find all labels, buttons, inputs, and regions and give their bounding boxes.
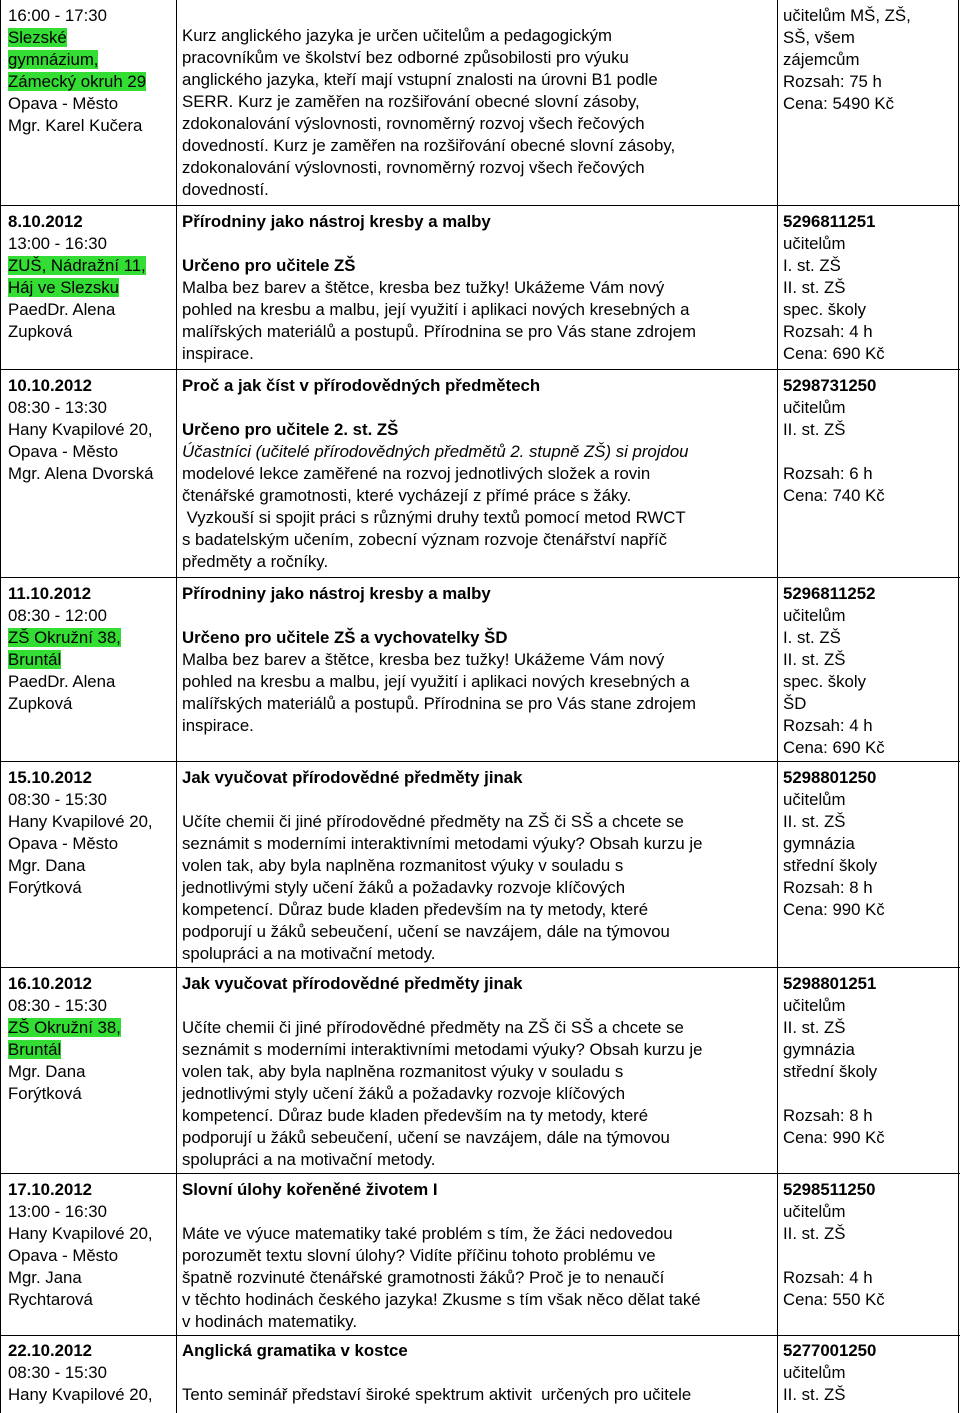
description-line: zdokonalování výslovnosti, rovnoměrný rozvoj všech řečových: [182, 158, 645, 177]
venue: ZŠ Okružní 38,: [8, 1018, 121, 1037]
target-group: učitelům: [783, 234, 846, 253]
course-code: 5298801250: [783, 768, 877, 787]
target-group: střední školy: [783, 1062, 878, 1081]
row-divider: [0, 761, 960, 762]
course-title: Přírodniny jako nástroj kresby a malby: [182, 212, 491, 231]
target-group: II. st. ZŠ: [783, 1018, 846, 1037]
row-divider: [0, 1335, 960, 1336]
course-date: 15.10.2012: [8, 768, 92, 787]
description-line: jednotlivými styly učení žáků a požadavky rozvoje klíčových: [182, 878, 626, 897]
course-code: 5298801251: [783, 974, 877, 993]
target-group: gymnázia: [783, 1040, 855, 1059]
target-group: gymnázia: [783, 834, 855, 853]
course-code: 5296811252: [783, 584, 876, 603]
venue: Slezské: [8, 28, 67, 47]
course-info-cell: [783, 211, 957, 365]
description-line: Vyzkouší si spojit práci s různými druhy textů pomocí metod RWCT: [182, 508, 686, 527]
course-info-cell: [783, 5, 957, 115]
lecturer: PaedDr. Alena: [8, 300, 116, 319]
table-border-left: [0, 0, 1, 1413]
city: Opava - Město: [8, 94, 119, 113]
description-line: SERR. Kurz je zaměřen na rozšiřování obecné slovní zásoby,: [182, 92, 640, 111]
target-group: I. st. ZŠ: [783, 628, 841, 647]
venue: ZŠ Okružní 38,: [8, 628, 121, 647]
course-code: 5296811251: [783, 212, 876, 231]
course-date: 17.10.2012: [8, 1180, 92, 1199]
lecturer: Forýtková: [8, 1084, 82, 1103]
course-info-cell: [783, 973, 957, 1149]
description-line: spolupráci a na motivační metody.: [182, 1150, 436, 1169]
target-group: ŠD: [783, 694, 807, 713]
venue-city: Bruntál: [8, 1040, 62, 1059]
description-line: jednotlivými styly učení žáků a požadavky rozvoje klíčových: [182, 1084, 626, 1103]
time-range: 16:00 - 17:30: [8, 6, 107, 25]
target-group: učitelům: [783, 996, 846, 1015]
lecturer: Zupková: [8, 694, 73, 713]
target-group: II. st. ZŠ: [783, 1385, 846, 1404]
course-description-cell: [182, 375, 778, 573]
description-line: Účastníci (učitelé přírodovědných předmětů 2. stupně ZŠ) si projdou: [182, 442, 689, 461]
course-hours: Rozsah: 4 h: [783, 322, 873, 341]
course-target: Určeno pro učitele 2. st. ZŠ: [182, 420, 399, 439]
description-line: v těchto hodinách českého jazyka! Zkusme s tím však něco dělat také: [182, 1290, 701, 1309]
description-line: modelové lekce zaměřené na rozvoj jednotlivých složek a rovin: [182, 464, 651, 483]
description-line: špatně rozvinuté čtenářské gramotnosti žáků? Proč je to nenaučí: [182, 1268, 665, 1287]
course-hours: Rozsah: 75 h: [783, 72, 882, 91]
course-price: Cena: 740 Kč: [783, 486, 885, 505]
course-description-cell: [182, 583, 778, 737]
target-group: učitelům: [783, 1363, 846, 1382]
venue: Hany Kvapilové 20,: [8, 812, 153, 831]
date-venue-cell: [8, 1340, 176, 1406]
description-line: dovedností. Kurz je zaměřen na rozšiřování obecné slovní zásoby,: [182, 136, 676, 155]
lecturer: Forýtková: [8, 878, 82, 897]
course-code: 5277001250: [783, 1341, 877, 1360]
time-range: 13:00 - 16:30: [8, 234, 107, 253]
row-divider: [0, 1173, 960, 1174]
lecturer: Mgr. Jana: [8, 1268, 82, 1287]
description-line: s badatelským učením, zobecní význam rozvoje čtenářství napříč: [182, 530, 668, 549]
course-hours: Rozsah: 8 h: [783, 1106, 873, 1125]
lecturer: Rychtarová: [8, 1290, 93, 1309]
course-title: Jak vyučovat přírodovědné předměty jinak: [182, 974, 523, 993]
course-title: Přírodniny jako nástroj kresby a malby: [182, 584, 491, 603]
course-date: 22.10.2012: [8, 1341, 92, 1360]
course-description-cell: [182, 1340, 778, 1406]
target-group: učitelům: [783, 790, 846, 809]
description-line: předměty a ročníky.: [182, 552, 329, 571]
course-description-cell: [182, 767, 778, 965]
time-range: 08:30 - 15:30: [8, 790, 107, 809]
target-group: zájemcům: [783, 50, 860, 69]
description-line: pohled na kresbu a malbu, její využití i aplikaci nových kresebných a: [182, 300, 690, 319]
target-group: spec. školy: [783, 672, 867, 691]
description-line: anglického jazyka, kteří mají vstupní znalosti na úrovni B1 podle: [182, 70, 658, 89]
target-group: učitelům MŠ, ZŠ,: [783, 6, 911, 25]
row-divider: [0, 205, 960, 206]
course-title: Proč a jak číst v přírodovědných předmětech: [182, 376, 541, 395]
course-code: 5298731250: [783, 376, 877, 395]
target-group: učitelům: [783, 606, 846, 625]
target-group: I. st. ZŠ: [783, 256, 841, 275]
course-description-cell: [182, 211, 778, 365]
description-line: inspirace.: [182, 344, 254, 363]
description-line: dovedností.: [182, 180, 269, 199]
city: Opava - Město: [8, 834, 119, 853]
lecturer: Mgr. Dana: [8, 1062, 86, 1081]
course-code: 5298511250: [783, 1180, 876, 1199]
venue: Hany Kvapilové 20,: [8, 420, 153, 439]
date-venue-cell: [8, 375, 176, 485]
description-line: pracovníkům ve školství bez odborné způsobilosti pro výuku: [182, 48, 629, 67]
target-group: II. st. ZŠ: [783, 278, 846, 297]
venue-address: Zámecký okruh 29: [8, 72, 147, 91]
description-line: v hodinách matematiky.: [182, 1312, 358, 1331]
description-line: Malba bez barev a štětce, kresba bez tužky! Ukážeme Vám nový: [182, 278, 665, 297]
course-description-cell: [182, 1179, 778, 1333]
city: Opava - Město: [8, 1246, 119, 1265]
description-line: seznámit s moderními interaktivními metodami výuky? Obsah kurzu je: [182, 1040, 703, 1059]
time-range: 08:30 - 12:00: [8, 606, 107, 625]
course-title: Slovní úlohy kořeněné životem I: [182, 1180, 438, 1199]
lecturer: Mgr. Alena Dvorská: [8, 464, 154, 483]
course-description-cell: [182, 25, 778, 201]
description-line: porozumět textu slovní úlohy? Vidíte příčinu tohoto problému ve: [182, 1246, 656, 1265]
course-hours: Rozsah: 6 h: [783, 464, 873, 483]
description-line: volen tak, aby byla naplněna rozmanitost výuky v souladu s: [182, 856, 624, 875]
course-title: Jak vyučovat přírodovědné předměty jinak: [182, 768, 523, 787]
date-venue-cell: [8, 211, 176, 343]
course-hours: Rozsah: 4 h: [783, 1268, 873, 1287]
target-group: II. st. ZŠ: [783, 420, 846, 439]
target-group: učitelům: [783, 398, 846, 417]
row-divider: [0, 967, 960, 968]
venue: Hany Kvapilové 20,: [8, 1385, 153, 1404]
course-info-cell: [783, 1179, 957, 1311]
description-line: malířských materiálů a postupů. Přírodnina se pro Vás stane zdrojem: [182, 322, 696, 341]
time-range: 08:30 - 15:30: [8, 996, 107, 1015]
venue-city: Háj ve Slezsku: [8, 278, 119, 297]
target-group: II. st. ZŠ: [783, 812, 846, 831]
table-border-right: [958, 0, 959, 1413]
venue: gymnázium,: [8, 50, 99, 69]
time-range: 08:30 - 13:30: [8, 398, 107, 417]
description-line: inspirace.: [182, 716, 254, 735]
description-line: kompetencí. Důraz bude kladen především na ty metody, které: [182, 900, 649, 919]
course-price: Cena: 990 Kč: [783, 1128, 885, 1147]
description-line: podporují u žáků sebeučení, učení se navzájem, dále na týmovou: [182, 922, 670, 941]
course-target: Určeno pro učitele ZŠ a vychovatelky ŠD: [182, 628, 508, 647]
date-venue-cell: [8, 1179, 176, 1311]
course-price: Cena: 5490 Kč: [783, 94, 895, 113]
date-venue-cell: [8, 973, 176, 1105]
description-line: Tento seminář představí široké spektrum aktivit určených pro učitele: [182, 1385, 692, 1404]
date-venue-cell: [8, 583, 176, 715]
description-line: spolupráci a na motivační metody.: [182, 944, 436, 963]
description-line: pohled na kresbu a malbu, její využití i aplikaci nových kresebných a: [182, 672, 690, 691]
description-line: podporují u žáků sebeučení, učení se navzájem, dále na týmovou: [182, 1128, 670, 1147]
venue: ZUŠ, Nádražní 11,: [8, 256, 146, 275]
course-date: 16.10.2012: [8, 974, 92, 993]
row-divider: [0, 369, 960, 370]
date-venue-cell: [8, 5, 176, 137]
target-group: II. st. ZŠ: [783, 650, 846, 669]
course-info-cell: [783, 583, 957, 759]
description-line: Učíte chemii či jiné přírodovědné předměty na ZŠ či SŠ a chcete se: [182, 812, 684, 831]
target-group: II. st. ZŠ: [783, 1224, 846, 1243]
column-divider-1: [176, 0, 177, 1413]
course-date: 11.10.2012: [8, 584, 92, 603]
description-line: malířských materiálů a postupů. Přírodnina se pro Vás stane zdrojem: [182, 694, 696, 713]
venue-city: Bruntál: [8, 650, 62, 669]
lecturer: PaedDr. Alena: [8, 672, 116, 691]
course-hours: Rozsah: 4 h: [783, 716, 873, 735]
description-line: Kurz anglického jazyka je určen učitelům a pedagogickým: [182, 26, 613, 45]
course-title: Anglická gramatika v kostce: [182, 1341, 408, 1360]
description-line: Malba bez barev a štětce, kresba bez tužky! Ukážeme Vám nový: [182, 650, 665, 669]
description-line: volen tak, aby byla naplněna rozmanitost výuky v souladu s: [182, 1062, 624, 1081]
lecturer: Mgr. Karel Kučera: [8, 116, 143, 135]
time-range: 13:00 - 16:30: [8, 1202, 107, 1221]
lecturer: Mgr. Dana: [8, 856, 86, 875]
row-divider: [0, 577, 960, 578]
description-line: čtenářské gramotnosti, které vycházejí z přímé práce s žáky.: [182, 486, 632, 505]
lecturer: Zupková: [8, 322, 73, 341]
course-target: Určeno pro učitele ZŠ: [182, 256, 356, 275]
course-info-cell: [783, 375, 957, 507]
description-line: Učíte chemii či jiné přírodovědné předměty na ZŠ či SŠ a chcete se: [182, 1018, 684, 1037]
course-hours: Rozsah: 8 h: [783, 878, 873, 897]
description-line: seznámit s moderními interaktivními metodami výuky? Obsah kurzu je: [182, 834, 703, 853]
course-date: 8.10.2012: [8, 212, 83, 231]
course-info-cell: [783, 1340, 957, 1406]
target-group: střední školy: [783, 856, 878, 875]
course-info-cell: [783, 767, 957, 921]
description-line: kompetencí. Důraz bude kladen především na ty metody, které: [182, 1106, 649, 1125]
course-date: 10.10.2012: [8, 376, 92, 395]
city: Opava - Město: [8, 442, 119, 461]
target-group: spec. školy: [783, 300, 867, 319]
description-line: zdokonalování výslovnosti, rovnoměrný rozvoj všech řečových: [182, 114, 645, 133]
date-venue-cell: [8, 767, 176, 899]
target-group: SŠ, všem: [783, 28, 855, 47]
course-price: Cena: 990 Kč: [783, 900, 885, 919]
venue: Hany Kvapilové 20,: [8, 1224, 153, 1243]
course-price: Cena: 690 Kč: [783, 344, 885, 363]
course-price: Cena: 550 Kč: [783, 1290, 885, 1309]
time-range: 08:30 - 15:30: [8, 1363, 107, 1382]
course-price: Cena: 690 Kč: [783, 738, 885, 757]
target-group: učitelům: [783, 1202, 846, 1221]
description-line: Máte ve výuce matematiky také problém s tím, že žáci nedovedou: [182, 1224, 673, 1243]
course-description-cell: [182, 973, 778, 1171]
